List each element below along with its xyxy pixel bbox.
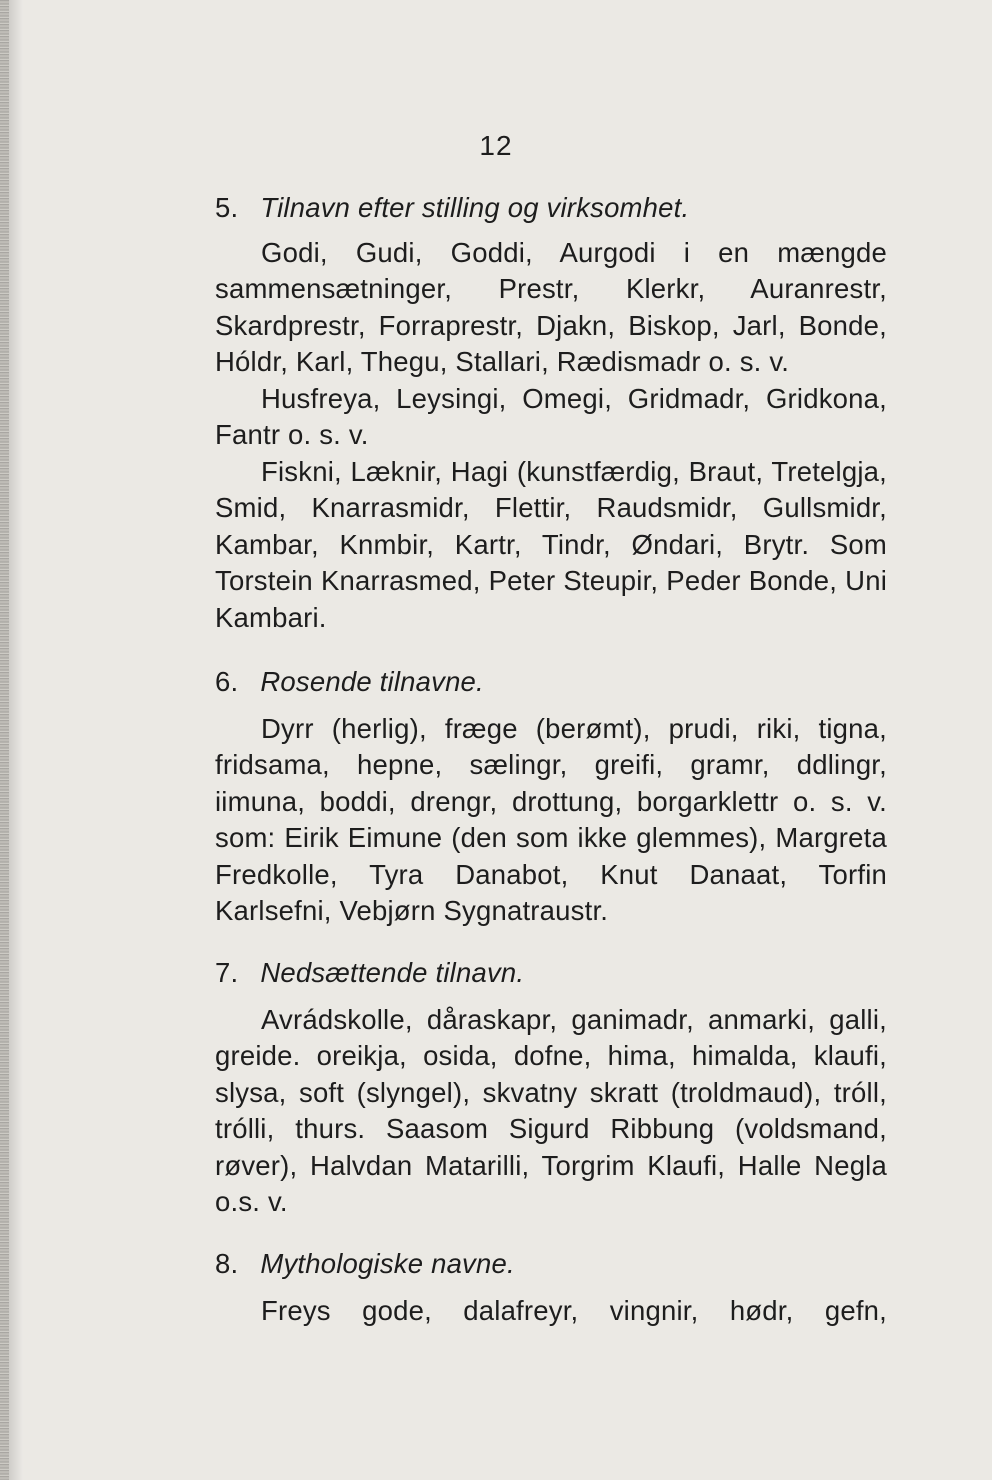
paragraph: Avrádskolle, dåraskapr, ganimadr, anmarki, galli, greide. oreikja, osida, dofne, hima, himalda, klaufi, slysa, soft (slyngel), skvatny skratt (troldmaud), tróll, trólli, thurs. Saasom Sigurd Ribbung (voldsmand, røver), Halvdan Matarilli, Torgrim Klaufi, Halle Negla o.s. v. — [215, 1003, 887, 1217]
section-heading — [215, 955, 887, 992]
section-6 — [215, 664, 887, 930]
section-title: Tilnavn efter stilling og virksomhet. — [260, 192, 690, 223]
binding-edge — [0, 0, 9, 1480]
section-number: 5. — [215, 192, 239, 223]
section-title: Nedsættende tilnavn. — [260, 957, 525, 988]
section-title: Mythologiske navne. — [260, 1248, 515, 1279]
paragraph: Dyrr (herlig), fræge (berømt), prudi, riki, tigna, fridsama, hepne, sælingr, greifi, gramr, ddlingr, iimuna, boddi, drengr, drottung, borgarklettr o. s. v. som: Eirik Eimune (den som ikke glemmes), Margreta Fredkolle, Tyra Danabot, Knut Danaat, Torfin Karlsefni, Vebjørn Sygnatraustr. — [215, 712, 887, 926]
section-heading — [215, 664, 887, 701]
section-number: 8. — [215, 1248, 239, 1279]
paragraph: Fiskni, Læknir, Hagi (kunstfærdig, Braut, Tretelgja, Smid, Knarrasmidr, Flettir, Raudsmidr, Gullsmidr, Kambar, Knmbir, Kartr, Tindr, Øndari, Brytr. Som Torstein Knarrasmed, Peter Steupir, Peder Bonde, Uni Kambari. — [215, 455, 887, 633]
binding-shadow — [9, 0, 23, 1480]
section-7 — [215, 955, 887, 1221]
section-5 — [215, 190, 887, 636]
paragraph: Freys gode, dalafreyr, vingnir, hødr, gefn, — [261, 1294, 887, 1326]
section-number: 7. — [215, 957, 239, 988]
section-heading — [215, 1246, 887, 1283]
paragraph: Godi, Gudi, Goddi, Aurgodi i en mængde sammensætninger, Prestr, Klerkr, Auranrestr, Skardprestr, Forraprestr, Djakn, Biskop, Jarl, Bonde, Hóldr, Karl, Thegu, Stallari, Rædismadr o. s. v. — [215, 236, 887, 377]
page-number: 12 — [479, 130, 513, 161]
section-heading — [215, 190, 887, 227]
paragraph: Husfreya, Leysingi, Omegi, Gridmadr, Gridkona, Fantr o. s. v. — [215, 382, 887, 450]
section-8 — [215, 1246, 887, 1329]
section-number: 6. — [215, 666, 239, 697]
section-title: Rosende tilnavne. — [260, 666, 484, 697]
